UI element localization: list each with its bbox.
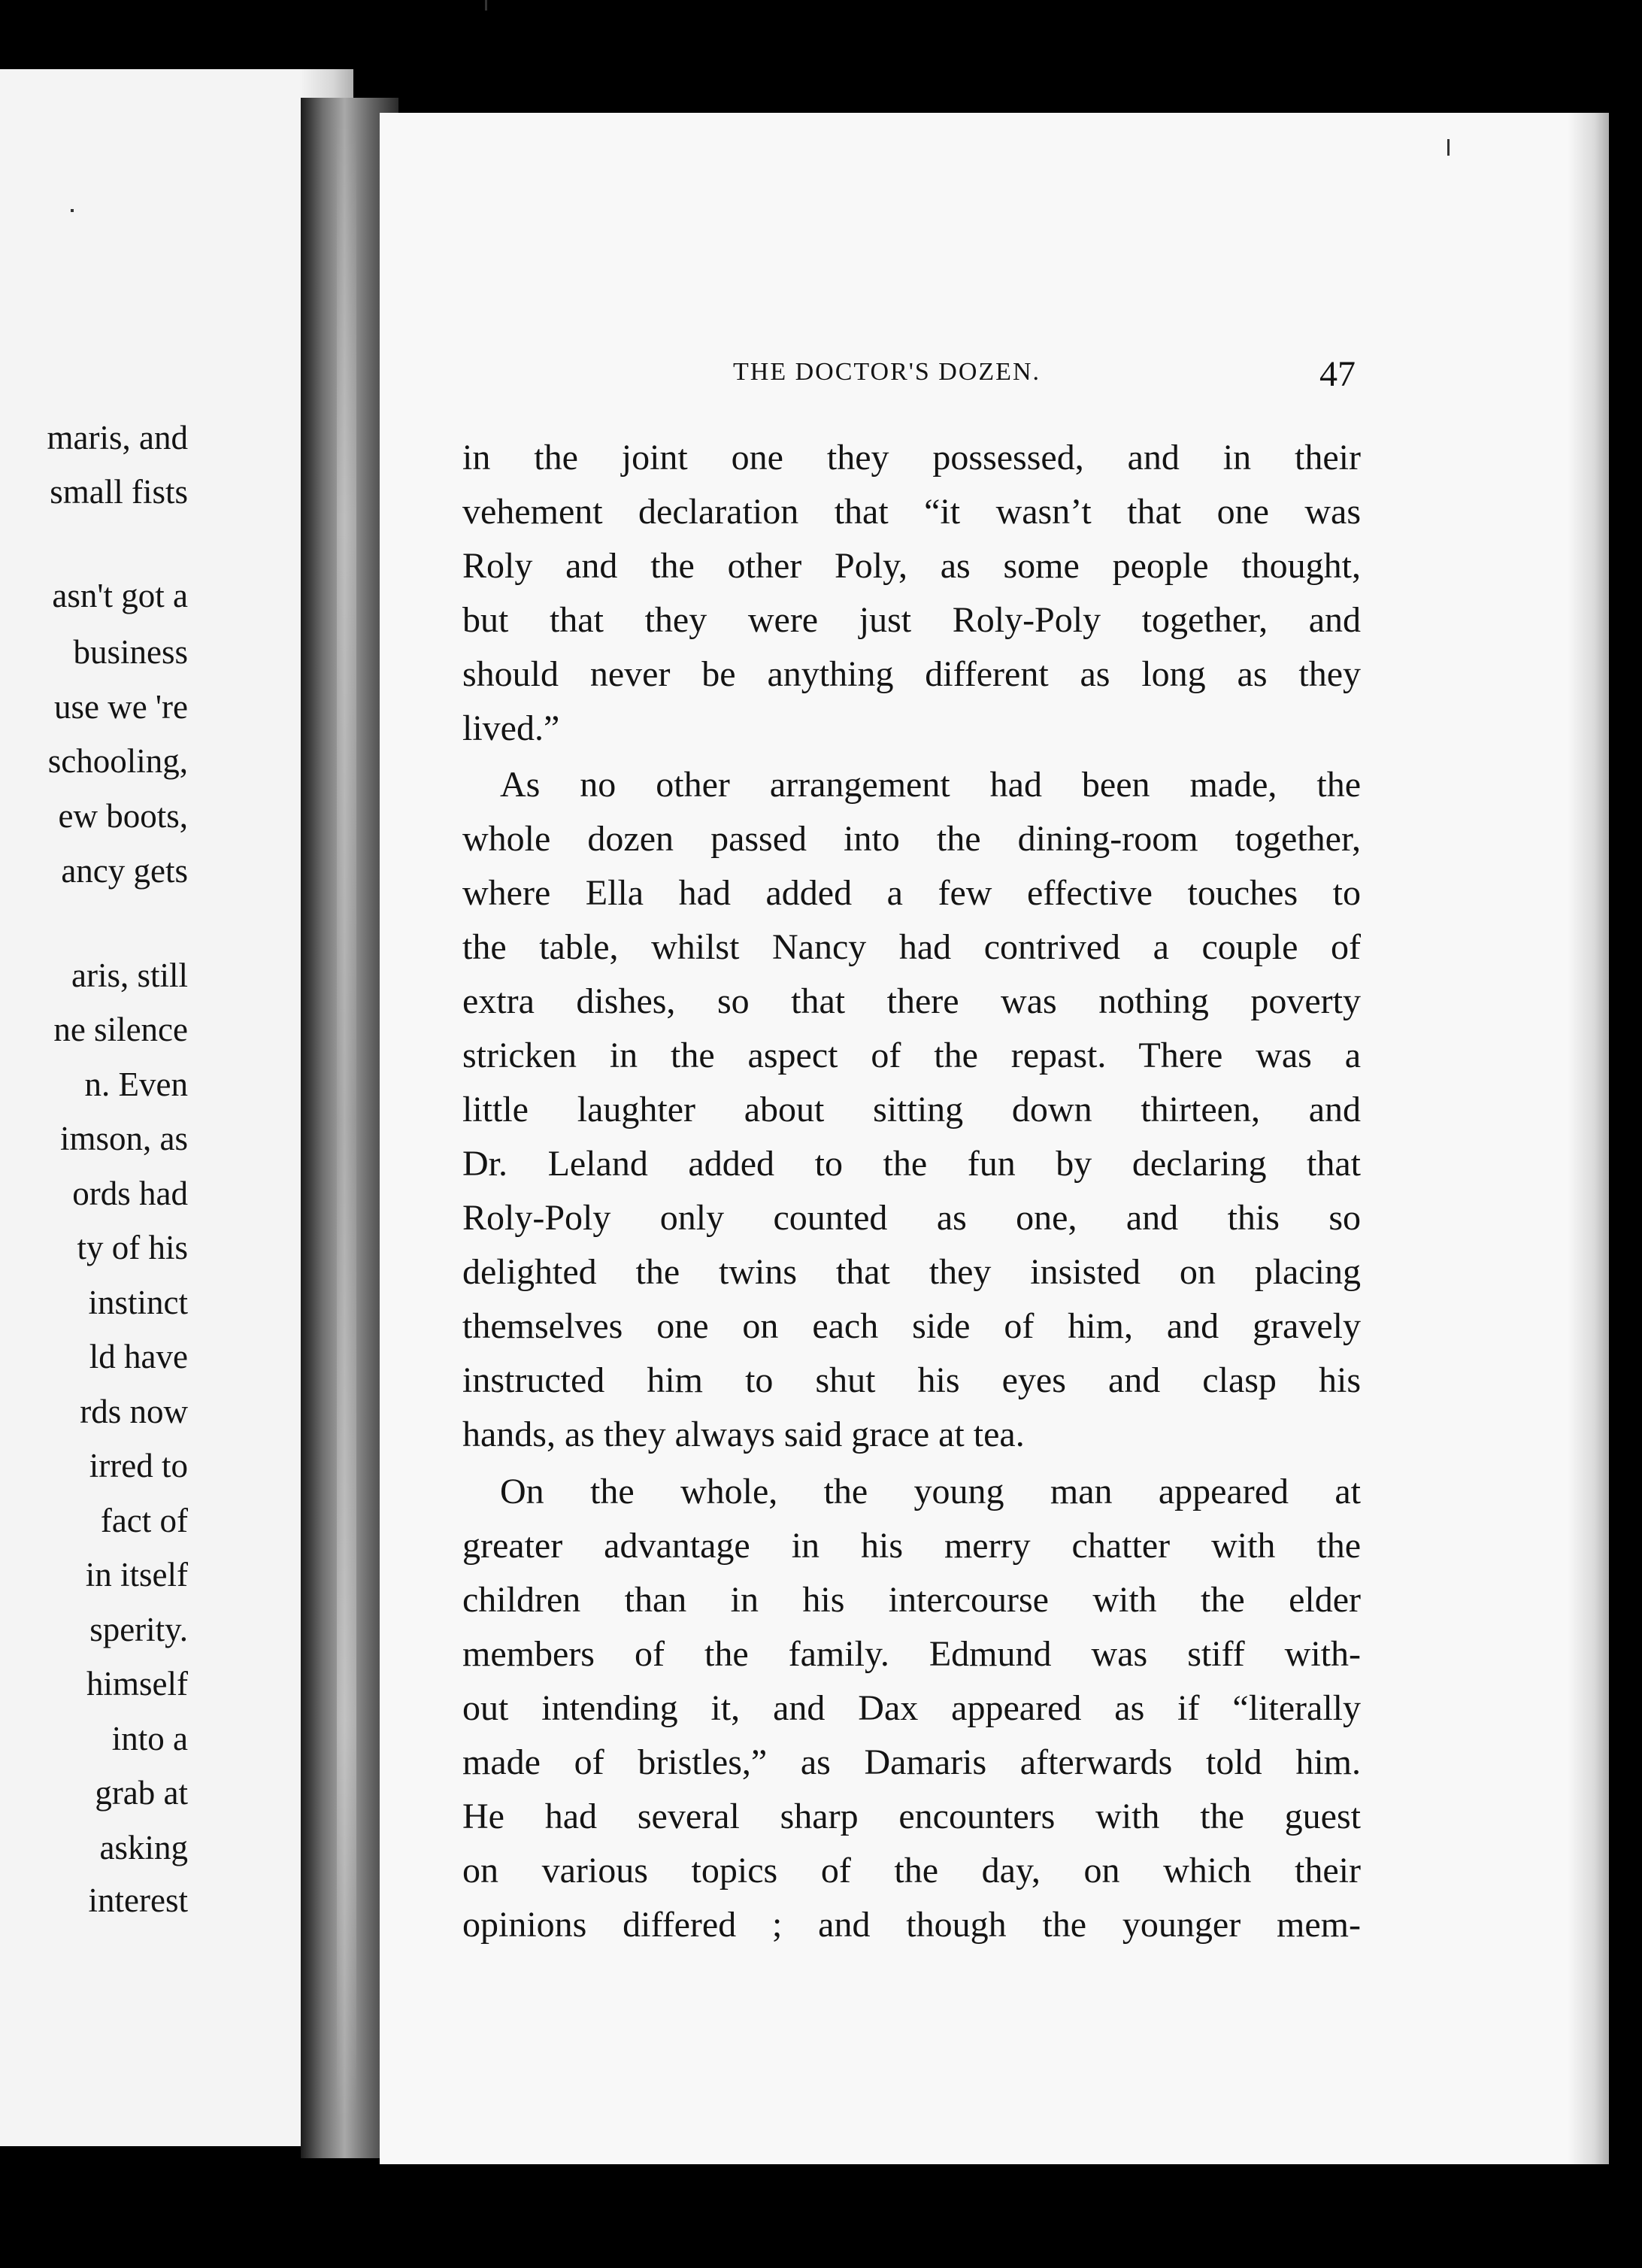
- body-line: whole dozen passed into the dining-room together,: [462, 819, 1361, 859]
- left-page-line: ty of his: [77, 1229, 188, 1266]
- scan-speck: [71, 209, 74, 212]
- body-line: extra dishes, so that there was nothing poverty: [462, 981, 1361, 1021]
- left-page-line: instinct: [88, 1284, 188, 1321]
- running-head: THE DOCTOR'S DOZEN.: [733, 358, 1041, 386]
- left-page-line: sperity.: [89, 1611, 188, 1648]
- body-line: children than in his intercourse with the elder: [462, 1580, 1361, 1620]
- left-page-line: schooling,: [47, 742, 188, 780]
- left-page-line: himself: [86, 1665, 188, 1703]
- left-page-line: asking: [99, 1829, 188, 1866]
- left-page-line: ancy gets: [61, 852, 188, 890]
- scan-speck: [1447, 139, 1450, 156]
- right-page-edge-shadow: [1568, 113, 1613, 2164]
- gutter-highlight: [337, 120, 356, 2121]
- left-page-line: interest: [88, 1881, 188, 1919]
- body-line: Roly and the other Poly, as some people thought,: [462, 546, 1361, 586]
- body-line: hands, as they always said grace at tea.: [462, 1414, 1025, 1454]
- body-line: out intending it, and Dax appeared as if “literally: [462, 1688, 1361, 1728]
- scan-speck: [485, 0, 487, 11]
- left-page-line: maris, and: [47, 419, 188, 456]
- left-page-line: asn't got a: [52, 577, 188, 614]
- body-line: greater advantage in his merry chatter with the: [462, 1526, 1361, 1566]
- body-line: lived.”: [462, 708, 560, 748]
- left-page-line: rds now: [80, 1393, 188, 1430]
- body-line: He had several sharp encounters with the guest: [462, 1797, 1361, 1836]
- body-line: in the joint one they possessed, and in their: [462, 438, 1361, 478]
- left-page-line: grab at: [95, 1774, 188, 1812]
- body-line: On the whole, the young man appeared at: [500, 1472, 1361, 1511]
- body-line: little laughter about sitting down thirteen, and: [462, 1090, 1361, 1129]
- body-line: made of bristles,” as Damaris afterwards told him.: [462, 1742, 1361, 1782]
- body-line: the table, whilst Nancy had contrived a couple of: [462, 927, 1361, 967]
- body-line: should never be anything different as long as they: [462, 654, 1361, 694]
- body-line: where Ella had added a few effective touches to: [462, 873, 1361, 913]
- left-page-line: aris, still: [71, 957, 188, 994]
- body-line: Roly-Poly only counted as one, and this so: [462, 1198, 1361, 1238]
- left-page-line: use we 're: [53, 688, 188, 726]
- body-line: but that they were just Roly-Poly together, and: [462, 600, 1361, 640]
- body-line: on various topics of the day, on which their: [462, 1851, 1361, 1891]
- body-line: vehement declaration that “it wasn’t that one was: [462, 492, 1361, 532]
- page-number: 47: [1319, 354, 1356, 394]
- body-line: opinions differed ; and though the younger mem-: [462, 1905, 1361, 1945]
- left-page-line: ld have: [89, 1338, 188, 1375]
- left-page-line: business: [73, 633, 188, 671]
- left-page-line: fact of: [100, 1502, 188, 1539]
- body-line: stricken in the aspect of the repast. There was a: [462, 1035, 1361, 1075]
- left-page-line: ords had: [72, 1175, 188, 1212]
- body-line: instructed him to shut his eyes and clasp his: [462, 1360, 1361, 1400]
- left-page-line: ew boots,: [58, 797, 188, 835]
- left-page-line: irred to: [89, 1447, 188, 1484]
- left-page-line: small fists: [50, 473, 188, 511]
- body-line: members of the family. Edmund was stiff with-: [462, 1634, 1361, 1674]
- body-line: themselves one on each side of him, and gravely: [462, 1306, 1361, 1346]
- left-page-line: n. Even: [84, 1066, 188, 1103]
- left-page-line: ne silence: [53, 1011, 188, 1048]
- left-page-line: in itself: [85, 1556, 188, 1593]
- left-page-line: into a: [111, 1720, 188, 1757]
- body-line: Dr. Leland added to the fun by declaring that: [462, 1144, 1361, 1184]
- left-page-line: imson, as: [59, 1120, 188, 1157]
- body-line: As no other arrangement had been made, the: [500, 765, 1361, 805]
- body-line: delighted the twins that they insisted on placing: [462, 1252, 1361, 1292]
